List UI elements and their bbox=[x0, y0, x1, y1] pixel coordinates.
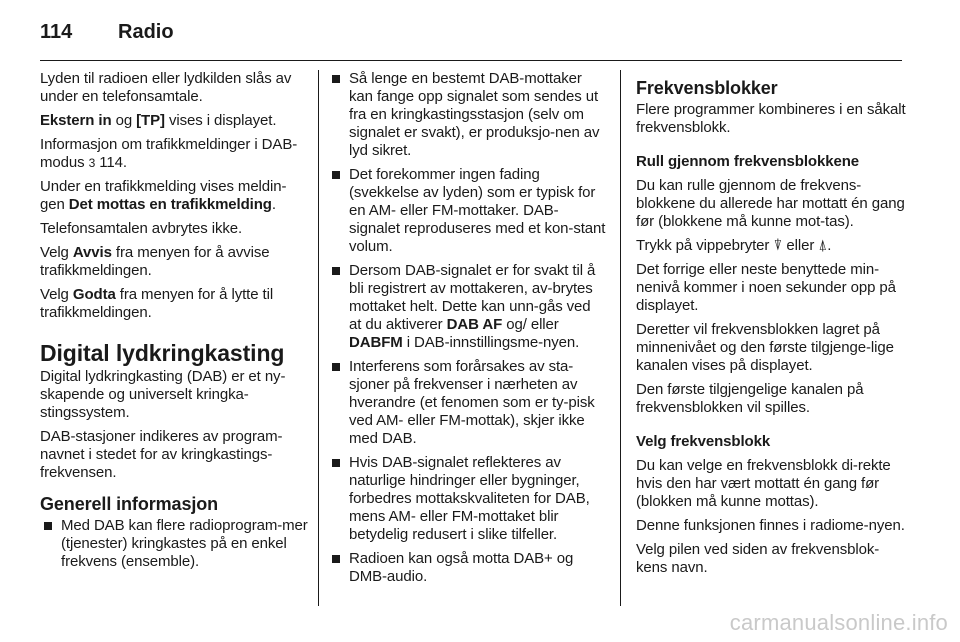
paragraph: Lyden til radioen eller lydkilden slås av under en telefonsamtale. bbox=[40, 70, 292, 105]
paragraph: Digital lydkringkasting (DAB) er et ny-skapende og universelt kringka-stingssystem. bbox=[40, 368, 286, 421]
bullet-square-icon bbox=[332, 267, 340, 275]
paragraph: Flere programmer kombineres i en såkalt frekvensblokk. bbox=[636, 101, 906, 136]
paragraph: Under en trafikkmelding vises meldin-gen Det mottas en trafikkmelding. bbox=[40, 178, 287, 213]
column-divider-1 bbox=[318, 70, 319, 606]
subsection-heading: Generell informasjon bbox=[40, 494, 219, 514]
list-item: Hvis DAB-signalet reflekteres av naturlige hindringer eller bygninger, forbedres mottakskvaliteten for DAB, mens AM- eller FM-mottaket blir betydelig redusert i slike tilfeller. bbox=[330, 454, 606, 544]
bullet-square-icon bbox=[44, 522, 52, 530]
section-heading: Digital lydkringkasting bbox=[40, 340, 285, 366]
menu-option-avvis: Avvis bbox=[72, 244, 112, 261]
bullet-square-icon bbox=[332, 555, 340, 563]
list-item: Så lenge en bestemt DAB-mottaker kan fange opp signalet som sendes ut fra en kringkastingsstasjon (selv om signalet er svakt), er produksjo-nen av lyd sikret. bbox=[330, 70, 606, 160]
paragraph: Velg Godta fra menyen for å lytte til trafikkmeldingen. bbox=[40, 286, 274, 321]
setting-dab-af: DAB AF bbox=[446, 316, 503, 333]
display-text-ekstern-in: Ekstern in bbox=[40, 112, 112, 129]
bullet-list bbox=[40, 517, 310, 571]
paragraph: Ekstern in og [TP] vises i displayet. bbox=[40, 112, 277, 129]
column-divider-2 bbox=[620, 70, 621, 606]
display-text-tp: [TP] bbox=[136, 112, 165, 129]
list-item: Det forekommer ingen fading (svekkelse av lyden) som er typisk for en AM- eller FM-mottaker. DAB-signalet reproduseres med et kon-stant volum. bbox=[330, 166, 606, 256]
paragraph: Det forrige eller neste benyttede min-nenivå kommer i noen sekunder opp på displayet. bbox=[636, 261, 896, 314]
paragraph: Telefonsamtalen avbrytes ikke. bbox=[40, 220, 243, 237]
paragraph: Deretter vil frekvensblokken lagret på minnenivået og den første tilgjenge-lige kanalen vises på displayet. bbox=[636, 321, 894, 374]
paragraph: Velg pilen ved siden av frekvensblok-kens navn. bbox=[636, 541, 880, 576]
column-3 bbox=[636, 70, 906, 583]
column-1 bbox=[40, 70, 310, 577]
list-item: Med DAB kan flere radioprogram-mer (tjenester) kringkastes på en enkel frekvens (ensemble). bbox=[42, 517, 310, 571]
page-reference[interactable]: 114. bbox=[95, 154, 127, 171]
page-reference-arrow-icon: 3 bbox=[88, 156, 96, 170]
subsection-heading: Frekvensblokker bbox=[636, 78, 778, 98]
procedure-heading: Rull gjennom frekvensblokkene bbox=[636, 153, 859, 170]
paragraph: Velg Avvis fra menyen for å avvise trafikkmeldingen. bbox=[40, 244, 270, 279]
chapter-title: Radio bbox=[118, 21, 174, 43]
bullet-square-icon bbox=[332, 363, 340, 371]
rocker-up-icon: ⍋ bbox=[818, 237, 828, 254]
list-item: Interferens som forårsakes av sta-sjoner på frekvenser i nærheten av hverandre (et fenomen som er ty-pisk ved AM- eller FM-mottak), skjer ikke med DAB. bbox=[330, 358, 606, 448]
setting-dabfm: DABFM bbox=[349, 334, 403, 351]
bullet-square-icon bbox=[332, 459, 340, 467]
bullet-square-icon bbox=[332, 75, 340, 83]
page-number: 114 bbox=[40, 21, 73, 43]
list-item: Dersom DAB-signalet er for svakt til å bli registrert av mottakeren, av-brytes mottaket helt. Dette kan unn-gås ved at du aktiverer DAB AF og/ eller DABFM i DAB-innstillingsme-nyen. bbox=[330, 262, 606, 352]
bullet-square-icon bbox=[332, 171, 340, 179]
bullet-list bbox=[330, 70, 606, 586]
paragraph: Du kan velge en frekvensblokk di-rekte hvis den har vært mottatt én gang før (blokken må kunne mottas). bbox=[636, 457, 891, 510]
paragraph: DAB-stasjoner indikeres av program-navnet i stedet for av kringkastings-frekvensen. bbox=[40, 428, 283, 481]
paragraph: Informasjon om trafikkmeldinger i DAB-modus 3 114. bbox=[40, 136, 298, 171]
paragraph: Du kan rulle gjennom de frekvens-blokkene du allerede har mottatt én gang før (blokkene må kunne mot-tas). bbox=[636, 177, 905, 230]
header-rule bbox=[40, 60, 902, 61]
rocker-down-icon: ⍒ bbox=[773, 237, 783, 254]
list-item: Radioen kan også motta DAB+ og DMB-audio. bbox=[330, 550, 606, 586]
paragraph: Trykk på vippebryter ⍒ eller ⍋. bbox=[636, 237, 832, 254]
paragraph: Denne funksjonen finnes i radiome-nyen. bbox=[636, 517, 905, 534]
watermark: carmanualsonline.info bbox=[729, 610, 948, 635]
page-header bbox=[40, 18, 900, 48]
procedure-heading: Velg frekvensblokk bbox=[636, 433, 771, 450]
menu-option-godta: Godta bbox=[72, 286, 116, 303]
column-2 bbox=[330, 70, 606, 592]
paragraph: Den første tilgjengelige kanalen på frekvensblokken vil spilles. bbox=[636, 381, 864, 416]
